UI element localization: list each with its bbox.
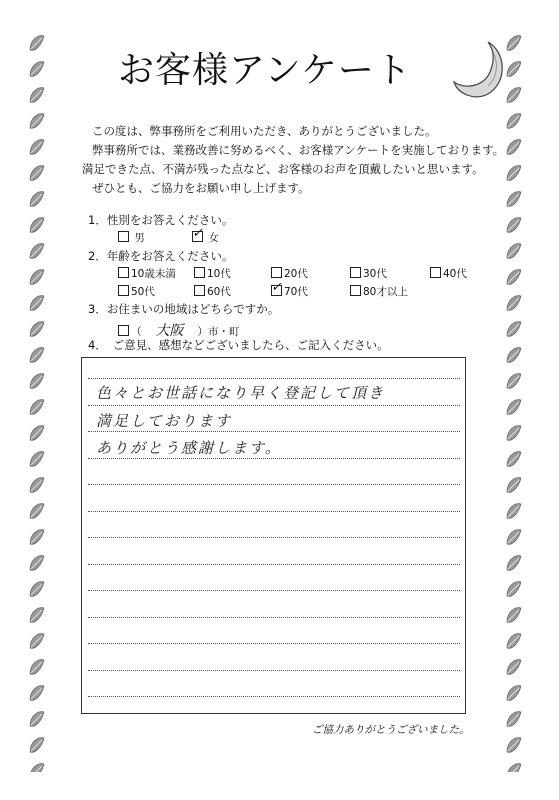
leaf-ornament [507, 478, 521, 493]
leaf-ornament [30, 738, 44, 753]
question-comments: 4． ご意見、感想などございましたら、ご記入ください。 [88, 338, 389, 352]
leaf-ornament [30, 296, 44, 311]
leaf-ornament [30, 556, 44, 571]
option-label: 女 [208, 232, 219, 244]
leaf-ornament [507, 114, 521, 129]
leaf-ornament [507, 426, 521, 441]
leaf-ornament [507, 712, 521, 727]
option-label: 40代 [443, 268, 467, 280]
leaf-ornament [507, 218, 521, 233]
leaf-ornament [507, 140, 521, 155]
checkbox[interactable] [118, 325, 129, 336]
option-label: 60代 [207, 286, 231, 298]
leaf-ornament [30, 582, 44, 597]
ruled-line [88, 643, 460, 644]
crescent-moon-icon [452, 38, 510, 100]
intro-line: この度は、弊事務所をご利用いただき、ありがとうございました。 [92, 124, 437, 138]
leaf-ornament [507, 348, 521, 363]
leaf-ornament [507, 296, 521, 311]
checkbox[interactable] [118, 267, 129, 278]
ruled-line [88, 617, 460, 618]
comment-line: 満足しております [96, 412, 233, 430]
leaf-ornament [507, 764, 521, 772]
leaf-ornament [507, 400, 521, 415]
question-region: 3．お住まいの地域はどちらですか。 [88, 302, 280, 316]
ruled-line [88, 484, 460, 485]
ruled-line [88, 511, 460, 512]
option-label: 70代 [284, 286, 308, 298]
option-age-40s[interactable] [430, 266, 467, 281]
checkbox[interactable] [194, 267, 205, 278]
option-label: 10代 [207, 268, 231, 280]
leaf-ornament [507, 192, 521, 207]
leaf-ornament [30, 62, 44, 77]
leaf-ornament [30, 270, 44, 285]
leaf-ornament [507, 686, 521, 701]
leaf-ornament [507, 556, 521, 571]
question-gender: 1．性別をお答えください。 [88, 213, 234, 227]
leaf-pattern-right [503, 28, 525, 772]
intro-text [82, 122, 505, 198]
checkbox[interactable] [118, 231, 129, 242]
leaf-ornament [30, 244, 44, 259]
leaf-ornament [507, 322, 521, 337]
option-label: 男 [134, 232, 145, 244]
leaf-ornament [30, 712, 44, 727]
leaf-ornament [30, 764, 44, 772]
question-age: 2．年齢をお答えください。 [88, 249, 234, 263]
leaf-ornament [507, 244, 521, 259]
option-label: 30代 [363, 268, 387, 280]
checkbox[interactable] [194, 285, 205, 296]
option-label: 80才以上 [363, 286, 408, 298]
ruled-line [88, 670, 460, 671]
check-mark-icon: ✓ [192, 226, 203, 241]
leaf-ornament [507, 660, 521, 675]
leaf-ornament [30, 608, 44, 623]
option-age-50s[interactable] [118, 284, 155, 299]
ruled-line [88, 590, 460, 591]
leaf-ornament [30, 530, 44, 545]
leaf-ornament [507, 608, 521, 623]
option-age-30s[interactable] [350, 266, 387, 281]
close-paren: ） [197, 326, 208, 338]
checkbox-checked[interactable] [192, 226, 203, 242]
leaf-ornament [30, 36, 44, 51]
intro-line: ぜひとも、ご協力をお願い申し上げます。 [92, 181, 310, 195]
leaf-ornament [30, 322, 44, 337]
option-label: 50代 [131, 286, 155, 298]
leaf-ornament [507, 634, 521, 649]
option-label: 10歳未満 [131, 268, 176, 280]
ruled-line [88, 405, 460, 406]
leaf-ornament [30, 140, 44, 155]
leaf-ornament [30, 166, 44, 181]
leaf-ornament [30, 218, 44, 233]
leaf-ornament [507, 738, 521, 753]
leaf-ornament [507, 374, 521, 389]
page-title: お客様アンケート [118, 50, 412, 91]
leaf-ornament [507, 166, 521, 181]
leaf-ornament [30, 686, 44, 701]
comment-line: ありがとう感謝します。 [96, 439, 282, 457]
thanks-footer: ご協力ありがとうございました。 [312, 724, 470, 736]
option-age-20s[interactable] [271, 266, 308, 281]
option-age-60s[interactable] [194, 284, 231, 299]
leaf-ornament [30, 374, 44, 389]
option-label: 20代 [284, 268, 308, 280]
option-age-80plus[interactable] [350, 284, 408, 299]
leaf-ornament [30, 192, 44, 207]
leaf-ornament [507, 270, 521, 285]
leaf-ornament [30, 504, 44, 519]
option-age-under10[interactable] [118, 266, 176, 281]
open-paren: （ [131, 326, 142, 338]
option-age-10s[interactable] [194, 266, 231, 281]
leaf-ornament [507, 582, 521, 597]
leaf-ornament [507, 530, 521, 545]
leaf-ornament [30, 634, 44, 649]
leaf-ornament [30, 660, 44, 675]
checkbox[interactable] [430, 267, 441, 278]
comment-line: 色々とお世話になり早く登記して頂き [96, 384, 386, 402]
option-female[interactable] [192, 226, 219, 245]
ruled-line [88, 696, 460, 697]
leaf-ornament [507, 452, 521, 467]
checkbox[interactable] [350, 285, 361, 296]
checkbox[interactable] [118, 285, 129, 296]
ruled-line [88, 431, 460, 432]
right-ornament-border [503, 28, 525, 772]
check-mark-icon: ✓ [271, 280, 282, 295]
checkbox[interactable] [350, 267, 361, 278]
intro-line: 弊事務所では、業務改善に努めるべく、お客様アンケートを実施しております。 [92, 143, 505, 157]
intro-line: 満足できた点、不満が残った点など、お客様のお声を頂戴したいと思います。 [82, 162, 484, 176]
leaf-ornament [30, 478, 44, 493]
leaf-ornament [30, 452, 44, 467]
leaf-ornament [507, 504, 521, 519]
region-suffix: 市・町 [208, 326, 240, 338]
leaf-ornament [30, 400, 44, 415]
leaf-pattern-left [26, 28, 48, 772]
leaf-ornament [30, 348, 44, 363]
checkbox[interactable] [271, 267, 282, 278]
ruled-line [88, 537, 460, 538]
leaf-ornament [30, 426, 44, 441]
ruled-line [88, 564, 460, 565]
leaf-ornament [30, 114, 44, 129]
option-age-70s[interactable] [271, 280, 308, 299]
checkbox-checked[interactable] [271, 280, 282, 296]
left-ornament-border [26, 28, 48, 772]
option-male[interactable] [118, 230, 145, 245]
region-handwritten: 大阪 [155, 323, 184, 339]
ruled-line [88, 378, 460, 379]
leaf-ornament [30, 88, 44, 103]
